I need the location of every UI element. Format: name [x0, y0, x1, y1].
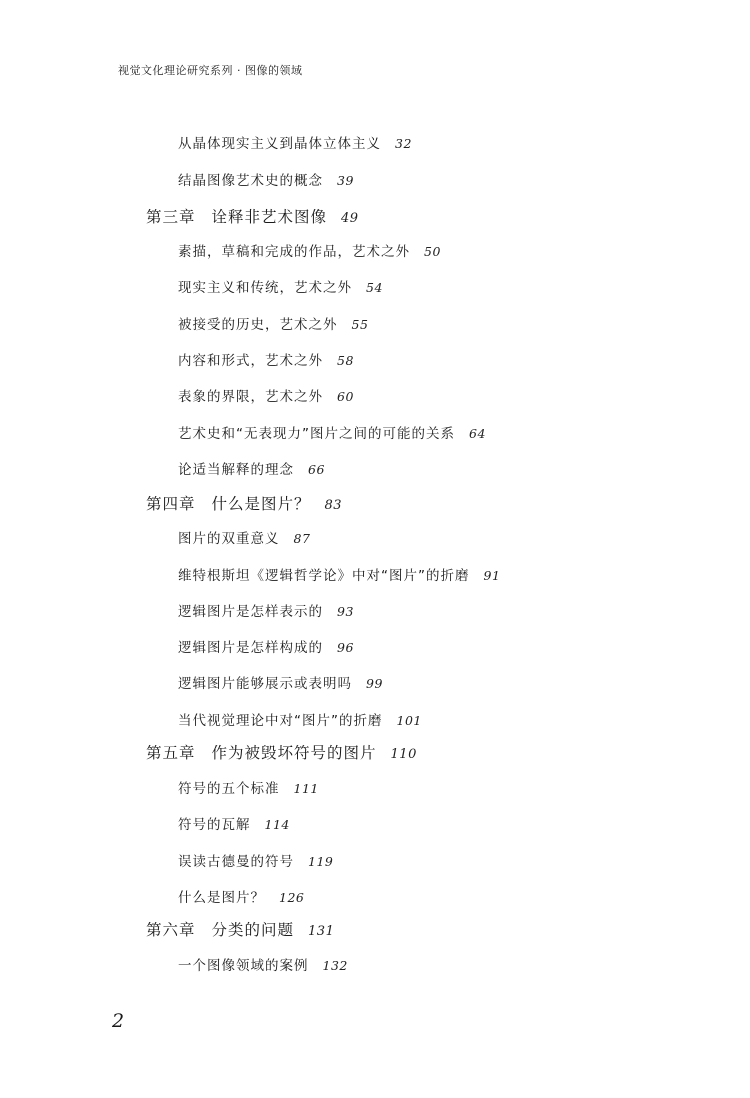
entry-page-number: 132: [322, 958, 348, 973]
chapter-number: 第四章: [146, 495, 196, 513]
entry-page-number: 39: [337, 173, 354, 188]
toc-section-entry: [178, 564, 500, 584]
toc-chapter-entry: [146, 205, 359, 227]
toc-section-entry: [178, 422, 486, 442]
entry-page-number: 49: [341, 211, 359, 226]
chapter-number: 第五章: [146, 744, 196, 762]
entry-title: 被接受的历史，艺术之外: [178, 317, 338, 333]
toc-section-entry: [178, 672, 383, 692]
entry-page-number: 58: [337, 353, 354, 368]
entry-title: 表象的界限，艺术之外: [178, 389, 323, 405]
toc-section-entry: [178, 240, 441, 260]
toc-section-entry: [178, 709, 422, 729]
entry-title: 分类的问题: [211, 921, 295, 939]
entry-title: 内容和形式，艺术之外: [178, 353, 323, 369]
entry-title: 一个图像领域的案例: [178, 958, 309, 974]
entry-title: 什么是图片？: [211, 495, 311, 513]
toc-chapter-entry: [146, 741, 417, 763]
entry-title: 什么是图片？: [178, 890, 265, 906]
entry-page-number: 87: [293, 531, 311, 546]
entry-page-number: 83: [324, 498, 343, 513]
toc-section-entry: [178, 458, 325, 478]
entry-page-number: 126: [279, 890, 305, 905]
toc-section-entry: [178, 132, 412, 152]
entry-title: 从晶体现实主义到晶体立体主义: [178, 136, 381, 152]
entry-page-number: 110: [390, 747, 417, 762]
toc-chapter-entry: [146, 918, 334, 940]
toc-section-entry: [178, 777, 319, 797]
entry-page-number: 55: [351, 317, 369, 332]
entry-page-number: 101: [396, 713, 422, 728]
chapter-number: 第六章: [146, 921, 196, 939]
entry-title: 符号的五个标准: [178, 781, 280, 797]
running-head: 视觉文化理论研究系列 · 图像的领域: [118, 64, 303, 77]
entry-title: 作为被毁坏符号的图片: [211, 744, 377, 762]
entry-title: 图片的双重意义: [178, 531, 280, 547]
entry-title: 诠释非艺术图像: [211, 208, 328, 226]
toc-section-entry: [178, 886, 304, 906]
toc-section-entry: [178, 954, 348, 974]
entry-page-number: 119: [308, 854, 334, 869]
entry-title: 逻辑图片是怎样表示的: [178, 604, 323, 620]
entry-title: 逻辑图片是怎样构成的: [178, 640, 323, 656]
chapter-number: 第三章: [146, 208, 196, 226]
entry-page-number: 54: [366, 280, 383, 295]
toc-section-entry: [178, 600, 354, 620]
entry-page-number: 50: [424, 244, 441, 259]
entry-page-number: 96: [337, 640, 354, 655]
entry-title: 逻辑图片能够展示或表明吗: [178, 676, 352, 692]
entry-page-number: 32: [395, 136, 412, 151]
entry-page-number: 64: [469, 426, 486, 441]
entry-title: 素描，草稿和完成的作品，艺术之外: [178, 244, 410, 260]
toc-section-entry: [178, 527, 310, 547]
entry-page-number: 91: [483, 568, 501, 583]
toc-section-entry: [178, 850, 333, 870]
entry-title: 艺术史和“无表现力”图片之间的可能的关系: [178, 426, 455, 442]
entry-title: 结晶图像艺术史的概念: [178, 173, 323, 189]
toc-section-entry: [178, 385, 354, 405]
toc-section-entry: [178, 313, 368, 333]
toc-section-entry: [178, 276, 383, 296]
toc-section-entry: [178, 636, 354, 656]
entry-page-number: 66: [308, 462, 325, 477]
entry-title: 现实主义和传统，艺术之外: [178, 280, 352, 296]
toc-chapter-entry: [146, 492, 342, 514]
entry-page-number: 111: [293, 781, 319, 796]
entry-page-number: 114: [264, 817, 290, 832]
entry-title: 当代视觉理论中对“图片”的折磨: [178, 713, 383, 729]
entry-title: 符号的瓦解: [178, 817, 251, 833]
page-number: 2: [112, 1010, 125, 1032]
toc-section-entry: [178, 169, 354, 189]
entry-page-number: 60: [337, 389, 354, 404]
entry-page-number: 131: [308, 924, 335, 939]
entry-page-number: 93: [337, 604, 354, 619]
toc-section-entry: [178, 813, 290, 833]
toc-section-entry: [178, 349, 354, 369]
entry-title: 论适当解释的理念: [178, 462, 294, 478]
entry-title: 维特根斯坦《逻辑哲学论》中对“图片”的折磨: [178, 568, 470, 584]
entry-title: 误读古德曼的符号: [178, 854, 294, 870]
entry-page-number: 99: [366, 676, 383, 691]
